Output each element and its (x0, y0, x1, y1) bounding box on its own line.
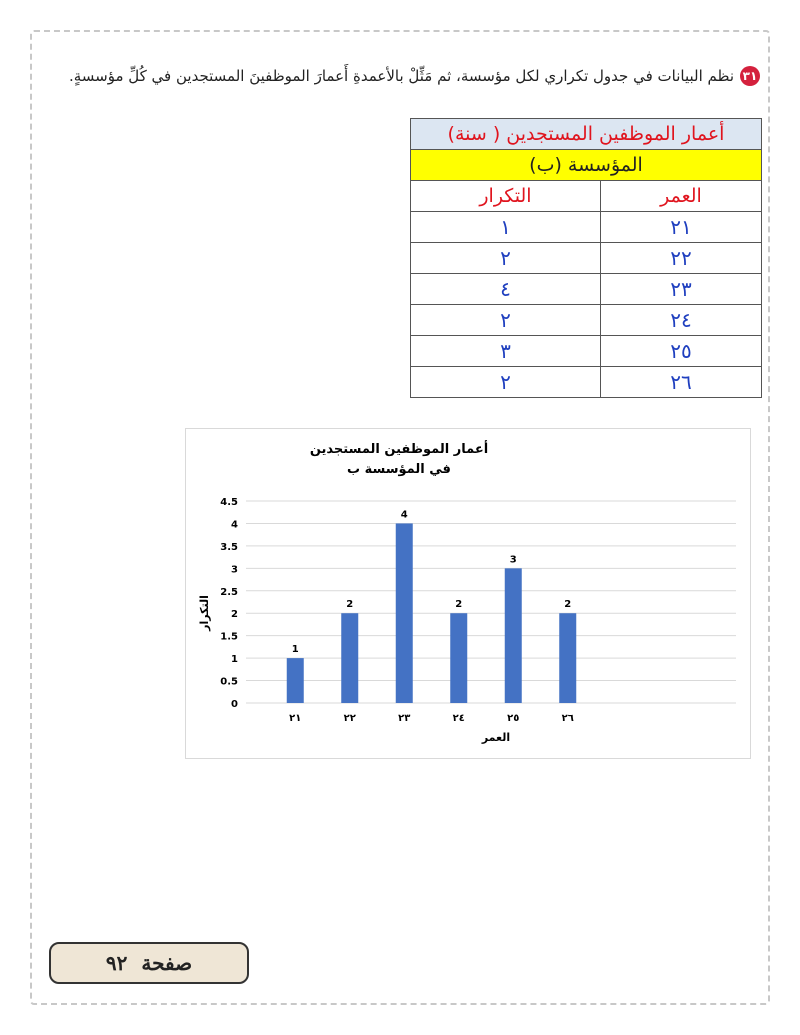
x-tick-label: ٢٤ (452, 713, 465, 724)
age-cell: ٢٣ (600, 274, 761, 305)
page-number-badge (49, 942, 249, 984)
bar-chart-svg (186, 429, 752, 760)
bar (287, 658, 304, 703)
x-tick-label: ٢٢ (343, 713, 356, 724)
question-text: نظم البيانات في جدول تكراري لكل مؤسسة، ثم مَثِّلْ بالأعمدةِ أَعمارَ الموظفينَ المستجدين في كُلِّ مؤسسةٍ. (68, 67, 734, 85)
frequency-cell: ٣ (411, 336, 601, 367)
bar (559, 613, 576, 703)
age-cell: ٢٥ (600, 336, 761, 367)
y-tick-label: 1.5 (220, 631, 238, 643)
chart-subtitle: في المؤسسة ب (347, 462, 451, 477)
x-tick-label: ٢٥ (507, 713, 520, 724)
age-cell: ٢٦ (600, 367, 761, 398)
y-axis-label: التكرار (198, 595, 211, 631)
bar (505, 568, 522, 703)
question (30, 66, 760, 86)
table-row (411, 243, 762, 274)
chart-title: أعمار الموظفين المستجدين (309, 442, 489, 457)
y-tick-label: 4.5 (220, 497, 238, 508)
bar-data-label: 1 (291, 644, 299, 656)
age-cell: ٢٢ (600, 243, 761, 274)
frequency-cell: ٤ (411, 274, 601, 305)
x-tick-label: ٢١ (289, 713, 302, 724)
y-tick-label: 3.5 (220, 541, 238, 553)
table-row (411, 274, 762, 305)
page-word: صفحة (141, 951, 193, 975)
x-tick-label: ٢٦ (561, 713, 574, 724)
table-subtitle: المؤسسة (ب) (411, 150, 762, 181)
question-number-badge: ٣١ (740, 66, 760, 86)
table-row (411, 336, 762, 367)
bar (396, 523, 413, 703)
y-tick-label: 0 (231, 699, 238, 710)
bar (450, 613, 467, 703)
bar-data-label: 2 (455, 599, 463, 611)
bar-data-label: 2 (346, 599, 354, 611)
x-axis-label: العمر (481, 731, 511, 744)
frequency-table (410, 118, 762, 398)
frequency-cell: ٢ (411, 305, 601, 336)
table-row (411, 212, 762, 243)
y-tick-label: 2.5 (220, 586, 238, 598)
bar-data-label: 2 (564, 599, 572, 611)
bar-data-label: 3 (509, 554, 517, 566)
frequency-cell: ١ (411, 212, 601, 243)
y-tick-label: 0.5 (220, 676, 238, 688)
bar-chart (185, 428, 751, 759)
y-tick-label: 4 (231, 519, 238, 531)
y-tick-label: 3 (231, 564, 238, 576)
age-cell: ٢٤ (600, 305, 761, 336)
age-cell: ٢١ (600, 212, 761, 243)
bar (341, 613, 358, 703)
table-row (411, 305, 762, 336)
x-tick-label: ٢٣ (398, 713, 411, 724)
bar-data-label: 4 (400, 509, 408, 521)
page-number: ٩٢ (105, 951, 128, 975)
table-row (411, 367, 762, 398)
frequency-cell: ٢ (411, 367, 601, 398)
table-title: أعمار الموظفين المستجدين ( سنة) (411, 119, 762, 150)
column-header-frequency: التكرار (411, 181, 601, 212)
frequency-cell: ٢ (411, 243, 601, 274)
y-tick-label: 1 (231, 654, 238, 666)
y-tick-label: 2 (231, 609, 238, 621)
column-header-age: العمر (600, 181, 761, 212)
